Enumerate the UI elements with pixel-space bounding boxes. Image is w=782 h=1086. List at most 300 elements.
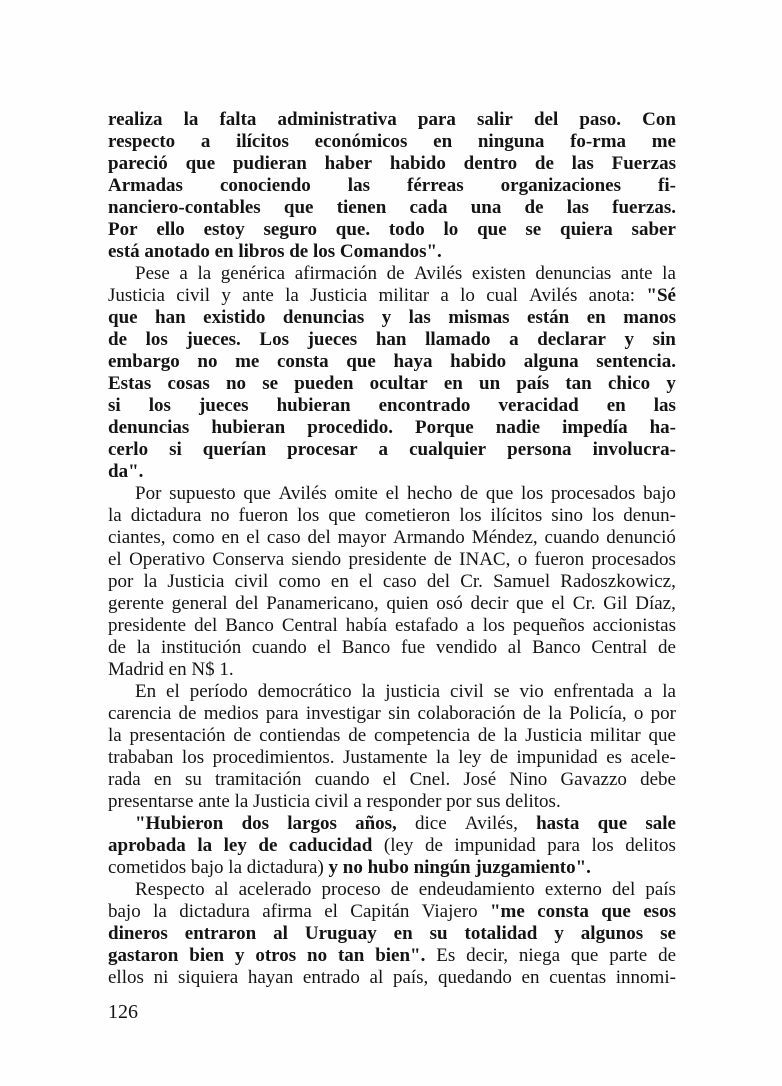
word: Justicia [310, 285, 368, 306]
word: habido [450, 351, 507, 372]
word: período [189, 681, 248, 702]
word: el [385, 483, 400, 504]
word: en [433, 131, 453, 152]
word: de [524, 197, 544, 218]
word: cada [409, 197, 448, 218]
word: fo-rma [570, 131, 627, 152]
text-line [108, 967, 676, 989]
word: Capitán [350, 901, 410, 922]
word: se [525, 219, 542, 240]
text-line [108, 153, 676, 175]
word: afirmación [294, 263, 377, 284]
word: que [570, 945, 599, 966]
word: jueces [307, 329, 358, 350]
word: el [166, 681, 180, 702]
text-line [108, 439, 676, 461]
word: su [184, 769, 202, 790]
text-line [108, 351, 676, 373]
word: Cnel. [409, 769, 451, 790]
word: el [324, 901, 338, 922]
word: años, [355, 813, 397, 834]
word: que [516, 593, 544, 614]
word: Samuel [493, 571, 551, 592]
word: Banco [225, 615, 274, 636]
word: el [359, 571, 373, 592]
word: de [108, 637, 126, 658]
word: hubieran [211, 417, 286, 438]
word: país [516, 373, 550, 394]
word: pequeños [512, 615, 585, 636]
word: Armando [393, 527, 465, 548]
word: denuncias [282, 307, 365, 328]
word: "me [490, 901, 525, 922]
word: la [108, 505, 122, 526]
word: denuncias [535, 263, 612, 284]
word: la [662, 681, 676, 702]
word: la [361, 681, 376, 702]
word: Banco [532, 637, 581, 658]
word: otros [255, 945, 297, 966]
word: quien [386, 593, 429, 614]
word: cuentas [549, 967, 607, 988]
word: fueron [238, 505, 289, 526]
word: sin [388, 703, 411, 724]
word: Pese [135, 263, 170, 284]
word: si [108, 395, 121, 416]
text-line [108, 527, 676, 549]
word: investigar [305, 703, 381, 724]
word: Respecto [135, 879, 205, 900]
word: largos [287, 813, 337, 834]
word: ley [223, 835, 247, 856]
word: denunció [606, 527, 676, 548]
word: proceso [321, 879, 381, 900]
word: no [197, 351, 218, 372]
word: ellos [108, 967, 144, 988]
word: trababan [108, 747, 174, 768]
word: militar [378, 285, 430, 306]
word: nadie [495, 417, 541, 438]
word: si [169, 439, 182, 460]
word: a [643, 681, 653, 702]
word: caso [382, 571, 417, 592]
word: civil [450, 681, 484, 702]
text-segment: cometidos bajo la dictadura) [108, 857, 329, 878]
word: un [479, 373, 501, 394]
word: (ley [383, 835, 414, 856]
text-line [108, 659, 676, 681]
word: Panamericano, [266, 593, 379, 614]
word: aprobada [108, 835, 186, 856]
word: de [534, 153, 554, 174]
text-line [108, 175, 676, 197]
word: hecho [407, 483, 453, 504]
word: Nino [509, 769, 548, 790]
word: por [108, 571, 134, 592]
word: fi- [658, 175, 676, 196]
word: como [278, 571, 321, 592]
word: lo [460, 285, 475, 306]
word: pueden [294, 373, 354, 394]
word: gerente [108, 593, 164, 614]
word: lo [443, 219, 459, 240]
word: de [348, 725, 367, 746]
word: Díaz, [635, 593, 676, 614]
text-segment: presentarse ante la Justicia civil a responder por sus delitos. [108, 791, 561, 812]
word: genérica [220, 263, 286, 284]
word: los [521, 483, 544, 504]
word: se [262, 373, 279, 394]
word: delitos [625, 835, 676, 856]
word: que [243, 483, 271, 504]
word: supuesto [169, 483, 236, 504]
word: enfrentada [553, 681, 634, 702]
word: administrativa [277, 109, 397, 130]
word: Por [135, 483, 162, 504]
text-segment: da". [108, 461, 144, 482]
word: del [533, 109, 559, 130]
word: impunidad [454, 835, 536, 856]
word: que [185, 153, 216, 174]
word: medios [203, 703, 259, 724]
text-line [108, 571, 676, 593]
word: respecto [108, 131, 176, 152]
word: haya [393, 351, 433, 372]
word: y [221, 285, 231, 306]
word: pareció [108, 153, 168, 174]
word: acele- [630, 747, 676, 768]
word: a [440, 285, 449, 306]
word: dice [415, 813, 447, 834]
word: civil [234, 571, 269, 592]
page-number: 126 [108, 1001, 138, 1023]
word: tienen [336, 197, 387, 218]
word: Uruguay [304, 923, 377, 944]
word: esos [643, 901, 676, 922]
word: a [200, 131, 211, 152]
word: declarar [537, 329, 606, 350]
word: la [136, 637, 151, 658]
word: Porque [414, 417, 474, 438]
word: hubieran [276, 395, 351, 416]
word: tramitación [215, 769, 302, 790]
word: ninguna [477, 131, 545, 152]
word: procedido. [307, 417, 393, 438]
paragraph-5 [108, 813, 676, 879]
word: Radoszkowicz, [560, 571, 676, 592]
word: dos [241, 813, 270, 834]
word: procesar [287, 439, 358, 460]
word: manos [623, 307, 676, 328]
word: o [633, 703, 644, 724]
word: querían [202, 439, 267, 460]
word: impedía [562, 417, 628, 438]
text-line [108, 945, 676, 967]
word: las [571, 153, 594, 174]
word: no [225, 373, 247, 394]
word: se [660, 923, 676, 944]
word: paso. [579, 109, 622, 130]
word: chico [607, 373, 651, 394]
text-line [108, 197, 676, 219]
word: quiera [560, 219, 613, 240]
word: jueces. [186, 329, 241, 350]
word: hasta [536, 813, 580, 834]
word: externo [544, 879, 602, 900]
word: osó [436, 593, 463, 614]
word: totalidad [464, 923, 538, 944]
word: Central [591, 637, 648, 658]
word: dictadura [130, 505, 202, 526]
word: bien [189, 945, 225, 966]
word: José [463, 769, 497, 790]
word: Armadas [108, 175, 183, 196]
word: existen [471, 263, 526, 284]
text-line [108, 285, 676, 307]
text-line [108, 219, 676, 241]
text-line [108, 483, 676, 505]
word: salir [476, 109, 513, 130]
word: presidente [108, 615, 187, 636]
text-line [108, 769, 676, 791]
word: al [214, 879, 229, 900]
word: la [285, 285, 299, 306]
word: denun- [623, 505, 676, 526]
word: y [666, 373, 676, 394]
word: ha- [649, 417, 676, 438]
word: de [108, 329, 127, 350]
word: "Hubieron [135, 813, 224, 834]
word: que [477, 219, 507, 240]
word: sentencia. [596, 351, 676, 372]
text-line [108, 901, 676, 923]
word: los [181, 747, 205, 768]
word: cualquier [409, 439, 487, 460]
word: consta [537, 901, 589, 922]
word: Conserva [212, 549, 285, 570]
word: fueron [534, 549, 585, 570]
word: es [606, 747, 623, 768]
word: militar [590, 725, 641, 746]
word: Banco [341, 637, 391, 658]
word: cuando [251, 637, 307, 658]
word: contiendas [259, 725, 341, 746]
paragraph-6 [108, 879, 676, 989]
word: los [591, 835, 614, 856]
word: Justicia [108, 285, 165, 306]
word: no [307, 945, 328, 966]
word: de [424, 835, 443, 856]
word: y [624, 329, 634, 350]
word: cual [486, 285, 518, 306]
word: Estas [108, 373, 152, 394]
word: en [443, 373, 463, 394]
word: Policía, [569, 703, 627, 724]
text-line [108, 307, 676, 329]
word: carencia [108, 703, 172, 724]
word: tan [565, 373, 592, 394]
text-line [108, 835, 676, 857]
word: cerlo [108, 439, 149, 460]
word: a [509, 329, 519, 350]
word: alguna [523, 351, 579, 372]
word: ante [620, 263, 653, 284]
word: los [482, 615, 505, 636]
word: la [153, 901, 167, 922]
word: rada [108, 769, 141, 790]
word: al [369, 967, 384, 988]
text-line [108, 241, 676, 263]
word: caducidad [288, 835, 373, 856]
text-line [108, 879, 676, 901]
word: país [645, 879, 676, 900]
word: han [155, 307, 186, 328]
word: han [375, 329, 407, 350]
word: la [662, 263, 676, 284]
word: bajo [643, 483, 676, 504]
word: procesados [550, 483, 636, 504]
word: Cr. [460, 571, 483, 592]
word: INAC, [459, 549, 511, 570]
word: para [547, 835, 580, 856]
word: Central [281, 615, 338, 636]
word: Con [642, 109, 676, 130]
text-line [108, 615, 676, 637]
text-segment: Madrid en N$ 1. [108, 659, 234, 680]
word: me [235, 351, 260, 372]
word: que [346, 351, 376, 372]
text-line [108, 263, 676, 285]
word: la [108, 725, 122, 746]
word: involucra- [592, 439, 676, 460]
word: la [197, 835, 213, 856]
word: de [489, 747, 508, 768]
word: en [521, 967, 540, 988]
word: hayan [247, 967, 294, 988]
word: fuerzas. [612, 197, 676, 218]
word: a [378, 439, 389, 460]
word: presentación [129, 725, 226, 746]
word: debe [640, 769, 676, 790]
word: consta [276, 351, 329, 372]
word: de [460, 483, 479, 504]
word: en [393, 923, 413, 944]
word: ocultar [369, 373, 428, 394]
word: los [592, 505, 615, 526]
word: estoy [203, 219, 245, 240]
word: Gil [603, 593, 628, 614]
word: ley [458, 747, 482, 768]
word: fue [400, 637, 426, 658]
word: colaboración [417, 703, 516, 724]
text-line [108, 923, 676, 945]
word: los [148, 395, 171, 416]
text-line [108, 549, 676, 571]
word: habido [389, 153, 446, 174]
word: económicos [314, 131, 408, 152]
word: que [601, 901, 631, 922]
word: en [586, 307, 606, 328]
word: los [297, 505, 320, 526]
word: el [382, 769, 397, 790]
word: país, [392, 967, 429, 988]
word: de [522, 703, 541, 724]
word: cuando [314, 769, 370, 790]
word: jueces [198, 395, 249, 416]
word: Fuerzas [611, 153, 676, 174]
word: y [234, 945, 245, 966]
word: impunidad [516, 747, 598, 768]
word: Cr. [572, 593, 596, 614]
word: entraron [184, 923, 257, 944]
word: férreas [407, 175, 464, 196]
word: vio [519, 681, 544, 702]
text-line [108, 395, 676, 417]
text-line [108, 593, 676, 615]
word: las [566, 197, 589, 218]
word: del [307, 527, 331, 548]
word: Viajero [421, 901, 478, 922]
word: que [648, 725, 676, 746]
word: Méndez, [471, 527, 538, 548]
word: sino [551, 505, 583, 526]
word: el [108, 549, 122, 570]
word: acelerado [238, 879, 312, 900]
word: Los [259, 329, 289, 350]
text-line [108, 131, 676, 153]
text-line [108, 329, 676, 351]
word: y [381, 307, 392, 328]
text-line [108, 747, 676, 769]
word: conociendo [219, 175, 311, 196]
word: de [657, 637, 676, 658]
word: realiza [108, 109, 163, 130]
word: dictadura [179, 901, 250, 922]
word: los [145, 329, 168, 350]
word: de [658, 945, 676, 966]
word: algunos [580, 923, 644, 944]
word: había [345, 615, 387, 636]
word: caso [266, 527, 301, 548]
word: quedando [437, 967, 512, 988]
word: general [171, 593, 228, 614]
word: ciantes, [108, 527, 166, 548]
word: que [597, 813, 628, 834]
word: llamado [425, 329, 491, 350]
word: mayor [337, 527, 387, 548]
word: me [651, 131, 676, 152]
word: en [153, 769, 172, 790]
word: y [554, 923, 564, 944]
word: de [390, 879, 409, 900]
paragraph-1 [108, 109, 676, 263]
word: procedimientos. [212, 747, 335, 768]
word: pudieran [232, 153, 307, 174]
word: todo [388, 219, 425, 240]
word: dineros [108, 923, 168, 944]
word: decir [470, 593, 509, 614]
word: entrado [302, 967, 360, 988]
word: que. [335, 219, 371, 240]
word: Es [436, 945, 456, 966]
word: el [551, 593, 566, 614]
text-line [108, 637, 676, 659]
word: la [143, 571, 158, 592]
word: del [612, 879, 636, 900]
word: las [408, 307, 431, 328]
word: Avilés, [464, 813, 518, 834]
word: seguro [263, 219, 317, 240]
